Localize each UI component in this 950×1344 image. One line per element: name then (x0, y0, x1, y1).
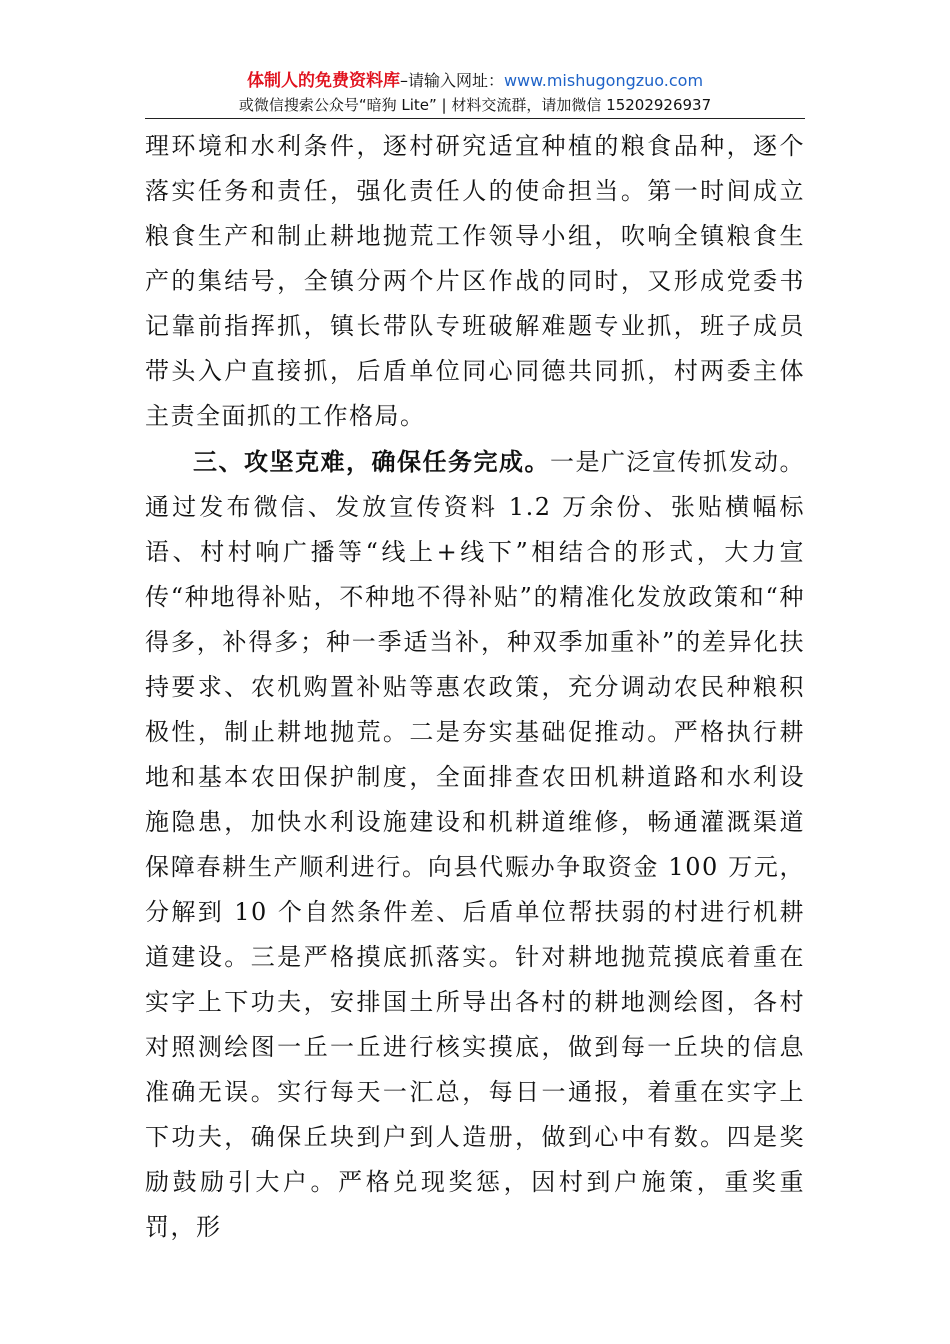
website-link[interactable]: www.mishugongzuo.com (503, 71, 704, 90)
document-body (145, 124, 805, 1250)
section-heading: 三、攻坚克难，确保任务完成。 (193, 447, 550, 476)
section-paragraph (145, 439, 805, 1250)
page-header (145, 68, 805, 116)
header-contact-line: 或微信搜索公众号“暗狗 Lite” | 材料交流群，请加微信 15202926937 (238, 96, 712, 114)
url-prompt: –请输入网址： (399, 71, 504, 90)
paragraph-text: 一是广泛宣传抓发动。通过发布微信、发放宣传资料 1.2 万余份、张贴横幅标语、村村响广播等“线上+线下”相结合的形式，大力宣传“种地得补贴，不种地不得补贴”的精准化发放政策和“种得多，补得多；种一季适当补，种双季加重补”的差异化扶持要求、农机购置补贴等惠农政策，充分调动农民种粮积极性，制止耕地抛荒。二是夯实基础促推动。严格执行耕地和基本农田保护制度，全面排查农田机耕道路和水利设施隐患，加快水利设施建设和机耕道维修，畅通灌溉渠道保障春耕生产顺利进行。向县代赈办争取资金 100 万元，分解到 10 个自然条件差、后盾单位帮扶弱的村进行机耕道建设。三是严格摸底抓落实。针对耕地抛荒摸底着重在实字上下功夫，安排国土所导出各村的耕地测绘图，各村对照测绘图一丘一丘进行核实摸底，做到每一丘块的信息准确无误。实行每天一汇总，每日一通报，着重在实字上下功夫，确保丘块到户到人造册，做到心中有数。四是奖励鼓励引大户。严格兑现奖惩，因村到户施策，重奖重罚，形 (145, 448, 805, 1241)
brand-name: 体制人的免费资料库 (246, 71, 400, 91)
header-divider (145, 118, 805, 119)
paragraph-continued (145, 124, 805, 439)
paragraph-text: 理环境和水利条件，逐村研究适宜种植的粮食品种，逐个落实任务和责任，强化责任人的使命担当。第一时间成立粮食生产和制止耕地抛荒工作领导小组，吹响全镇粮食生产的集结号，全镇分两个片区作战的同时，又形成党委书记靠前指挥抓，镇长带队专班破解难题专业抓，班子成员带头入户直接抓，后盾单位同心同德共同抓，村两委主体主责全面抓的工作格局。 (145, 132, 805, 430)
header-promo-line (145, 68, 805, 94)
